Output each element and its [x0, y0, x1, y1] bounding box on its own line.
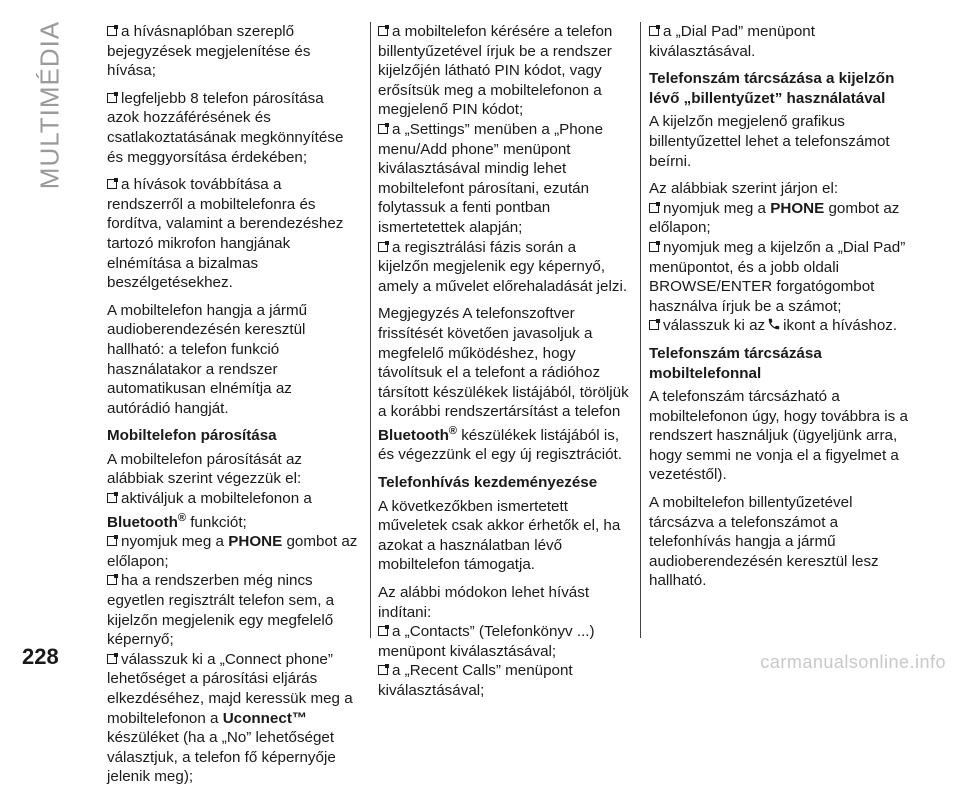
- paragraph: A mobiltelefon billentyűzetével tárcsázva a telefonszámot a telefonhívás hangja a jármű audioberendezésén keresztül lesz hallható.: [649, 494, 879, 590]
- bullet-item: a „Settings” menüben a „Phone menu/Add phone” menüpont kiválasztásával mindig lehet mobiltelefont párosítani, ezután folytassuk a fenti pontban ismertetettek alapján;: [378, 120, 604, 236]
- phone-call-icon: [767, 317, 781, 331]
- bullet-item: a „Recent Calls” menüpont kiválasztásával;: [378, 662, 573, 699]
- bullet-icon: [649, 203, 659, 213]
- bullet-icon: [107, 179, 117, 189]
- column-3: [649, 22, 911, 599]
- bullet-item: a hívások továbbítása a rendszerről a mobiltelefonra és fordítva, valamint a berendezéshez tartozó mikrofon hangjának elnémítása a bizalmas beszélgetésekhez.: [107, 176, 344, 292]
- bullet-icon: [649, 242, 659, 252]
- page-number: 228: [22, 644, 59, 669]
- paragraph: A mobiltelefon párosítását az alábbiak szerint végezzük el:: [107, 450, 303, 488]
- bullet-item: nyomjuk meg a PHONE gombot az előlapon;: [649, 199, 900, 237]
- bullet-item: aktiváljuk a mobiltelefonon a Bluetooth® funkciót;: [107, 490, 312, 531]
- paragraph: A mobiltelefon hangja a jármű audioberendezésén keresztül hallható: a telefon funkció használatakor a rendszer automatikusan elnémítja az autórádió hangját.: [107, 301, 308, 417]
- bullet-item: a „Contacts” (Telefonkönyv ...) menüpont kiválasztásával;: [378, 623, 595, 660]
- paragraph: Az alábbiak szerint járjon el:: [649, 180, 839, 198]
- section-heading: Mobiltelefon párosítása: [107, 427, 277, 445]
- bullet-item: a hívásnaplóban szereplő bejegyzések megjelenítése és hívása;: [107, 23, 311, 80]
- bullet-item: válasszuk ki a „Connect phone” lehetőséget a párosítási eljárás elkezdéséhez, majd keressük meg a mobiltelefonon a Uconnect™ készüléket (ha a „No” lehetőséget választjuk, a telefon fő képernyője jelenik meg);: [107, 650, 353, 786]
- bullet-icon: [107, 93, 117, 103]
- bullet-item: ha a rendszerben még nincs egyetlen regisztrált telefon sem, a kijelzőn megjelenik egy megfelelő képernyő;: [107, 572, 335, 649]
- bullet-icon: [107, 654, 117, 664]
- bullet-icon: [378, 124, 388, 134]
- bullet-icon: [649, 26, 659, 36]
- paragraph: A következőkben ismertetett műveletek csak akkor érhetők el, ha azokat a használatban lévő mobiltelefon támogatja.: [378, 497, 621, 574]
- bullet-item: a mobiltelefon kérésére a telefon billentyűzetével írjuk be a rendszer kijelzőjén látható PIN kódot, vagy erősítsük meg a mobiltelefonon a megjelenő PIN kódot;: [378, 23, 613, 119]
- section-heading: Telefonszám tárcsázása mobiltelefonnal: [649, 344, 822, 382]
- column-2: [378, 22, 630, 701]
- paragraph: Az alábbi módokon lehet hívást indítani:: [378, 584, 590, 621]
- bullet-item: nyomjuk meg a PHONE gombot az előlapon;: [107, 533, 358, 570]
- column-divider: [640, 22, 641, 638]
- bullet-item: a regisztrálási fázis során a kijelzőn megjelenik egy képernyő, amely a művelet előrehaladását jelzi.: [378, 238, 628, 295]
- section-sidebar: [22, 20, 78, 190]
- paragraph: A kijelzőn megjelenő grafikus billentyűzettel lehet a telefonszámot beírni.: [649, 113, 890, 170]
- bullet-item: válasszuk ki az ikont a híváshoz.: [649, 316, 911, 336]
- bullet-icon: [378, 665, 388, 675]
- bullet-item: a „Dial Pad” menüpont kiválasztásával.: [649, 23, 815, 60]
- bullet-icon: [107, 575, 117, 585]
- bullet-icon: [378, 26, 388, 36]
- section-heading: Telefonszám tárcsázása a kijelzőn lévő „billentyűzet” használatával: [649, 70, 895, 107]
- column-1: [107, 22, 359, 787]
- bullet-item: legfeljebb 8 telefon párosítása azok hozzáférésének és csatlakoztatásának megkönnyítése és meggyorsítása érdekében;: [107, 89, 344, 166]
- note-paragraph: Megjegyzés A telefonszoftver frissítését követően javasoljuk a megfelelő működéshez, hogy távolítsuk el a telefont a rádióhoz társított készülékek listájából, töröljük a korábbi rendszertársítást a telefon Bluetooth® készülékek listájából is, és végezzünk el egy új regisztrációt.: [378, 305, 629, 464]
- bullet-icon: [107, 493, 117, 503]
- column-divider: [370, 22, 371, 638]
- paragraph: A telefonszám tárcsázható a mobiltelefonon úgy, hogy továbbra is a rendszert használjuk (ügyeljünk arra, hogy semmi ne vonja el a figyelmet a vezetéstől).: [649, 388, 908, 484]
- bullet-icon: [378, 242, 388, 252]
- bullet-icon: [649, 320, 659, 330]
- bullet-icon: [107, 536, 117, 546]
- section-heading: Telefonhívás kezdeményezése: [378, 474, 598, 492]
- section-title: MULTIMÉDIA: [34, 20, 65, 190]
- bullet-icon: [378, 626, 388, 636]
- watermark: carmanualsonline.info: [760, 652, 946, 672]
- bullet-item: nyomjuk meg a kijelzőn a „Dial Pad” menüpontot, és a jobb oldali BROWSE/ENTER forgatógombot használva írjuk be a számot;: [649, 238, 906, 315]
- bullet-icon: [107, 26, 117, 36]
